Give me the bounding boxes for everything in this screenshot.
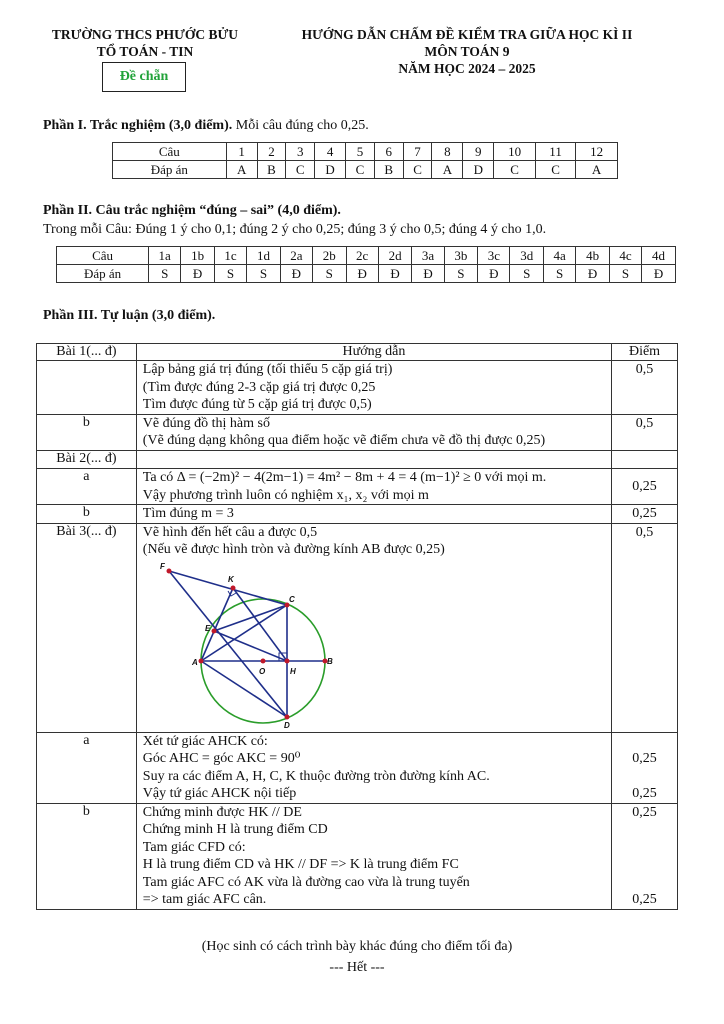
- guide-cell: [136, 803, 611, 909]
- table-row: [37, 732, 678, 803]
- guide-line: Lập bảng giá trị đúng (tối thiểu 5 cặp giá trị): [142, 362, 393, 377]
- part1-answer-table: [112, 142, 618, 179]
- points-value: 0,25: [632, 478, 657, 494]
- question-cell: 7: [403, 143, 432, 161]
- points-value: [612, 768, 677, 786]
- answer-cell: C: [286, 161, 315, 179]
- guide-line: Tam giác CFD có:: [142, 839, 246, 855]
- part2-answer-table: [56, 246, 676, 283]
- question-cell: 4: [315, 143, 346, 161]
- answer-cell: S: [609, 265, 641, 283]
- row-label: a: [37, 469, 137, 505]
- points-cell: [612, 732, 678, 803]
- question-cell: 1d: [247, 247, 281, 265]
- guide-cell: [136, 732, 611, 803]
- question-cell: 8: [432, 143, 463, 161]
- answer-cell: C: [535, 161, 575, 179]
- points-cell: [612, 361, 678, 415]
- part1-note: Mỗi câu đúng cho 0,25.: [232, 118, 369, 133]
- answer-cell: Đ: [412, 265, 444, 283]
- points-value: 0,25: [632, 892, 657, 907]
- table-row: [37, 523, 678, 732]
- figure-label: K: [227, 574, 234, 584]
- guide-line: Suy ra các điểm A, H, C, K thuộc đường tròn đường kính AC.: [142, 768, 490, 784]
- header-cell: Bài 1(... đ): [37, 344, 137, 361]
- guide-cell: [136, 523, 611, 732]
- school-name: TRƯỜNG THCS PHƯỚC BỬU: [51, 27, 239, 42]
- part1-question-row: [113, 143, 618, 161]
- guide-line: => tam giác AFC cân.: [142, 892, 267, 907]
- question-cell: 11: [535, 143, 575, 161]
- question-cell: 3c: [478, 247, 510, 265]
- guide-cell: [136, 469, 611, 505]
- question-cell: 4b: [576, 247, 610, 265]
- answer-cell: S: [312, 265, 346, 283]
- question-cell: 1: [226, 143, 257, 161]
- answer-cell: B: [257, 161, 286, 179]
- question-cell: 3a: [412, 247, 444, 265]
- figure-label: O: [258, 666, 266, 676]
- question-cell: 10: [494, 143, 536, 161]
- question-cell: 6: [374, 143, 403, 161]
- question-cell: 3b: [444, 247, 478, 265]
- figure-label: C: [288, 594, 295, 604]
- guide-line: Chứng minh được HK // DE: [142, 804, 302, 820]
- question-cell: 9: [463, 143, 494, 161]
- answer-cell: A: [226, 161, 257, 179]
- header-cell: Hướng dẫn: [136, 344, 611, 361]
- guide-line: Tam giác AFC có AK vừa là đường cao vừa là trung tuyến: [142, 874, 470, 890]
- part1-heading: [43, 118, 369, 134]
- part2-note: Trong mỗi Câu: Đúng 1 ý cho 0,1; đúng 2 ý cho 0,25; đúng 3 ý cho 0,5; đúng 4 ý cho 1,0.: [43, 222, 547, 237]
- points-value: 0,25: [632, 786, 657, 801]
- guide-line: Vậy phương trình luôn có nghiệm x₁, x₂ với mọi m: [142, 487, 429, 503]
- question-cell: 2a: [280, 247, 312, 265]
- guide-cell: [136, 450, 611, 469]
- answer-cell: S: [544, 265, 576, 283]
- part2-question-row: [57, 247, 676, 265]
- guide-cell: [136, 505, 611, 524]
- answer-cell: Đ: [576, 265, 610, 283]
- table-row: [37, 450, 678, 469]
- question-cell: 12: [576, 143, 618, 161]
- answer-cell: S: [510, 265, 544, 283]
- part3-grading-table: [36, 343, 678, 910]
- question-cell: 4d: [642, 247, 676, 265]
- question-cell: 5: [346, 143, 375, 161]
- figure-lines: [169, 571, 325, 717]
- guide-cell: [136, 361, 611, 415]
- points-value: [612, 874, 677, 892]
- answer-cell: B: [374, 161, 403, 179]
- row-label: b: [37, 803, 137, 909]
- question-cell: 2: [257, 143, 286, 161]
- question-cell: 2d: [378, 247, 412, 265]
- row-label: Bài 2(... đ): [37, 450, 137, 469]
- row-label: Bài 3(... đ): [37, 523, 137, 732]
- points-value: [612, 856, 677, 874]
- question-cell: 1a: [149, 247, 181, 265]
- guide-line: Tìm được đúng từ 5 cặp giá trị được 0,5): [142, 397, 372, 412]
- answer-cell: Đ: [280, 265, 312, 283]
- guide-line: (Tìm được đúng 2-3 cặp giá trị được 0,25: [142, 379, 376, 395]
- points-value: 0,25: [632, 804, 657, 820]
- question-cell: 2c: [346, 247, 378, 265]
- points-cell: [612, 414, 678, 450]
- points-value: 0,5: [635, 415, 654, 431]
- row-head: Câu: [57, 247, 149, 265]
- answer-cell: Đ: [378, 265, 412, 283]
- guide-line: (Nếu vẽ được hình tròn và đường kính AB được 0,25): [142, 542, 445, 557]
- table-row: [37, 414, 678, 450]
- answer-cell: Đ: [642, 265, 676, 283]
- guide-line: Góc AHC = góc AKC = 90⁰: [142, 751, 301, 766]
- part2-answer-row: [57, 265, 676, 283]
- answer-cell: A: [432, 161, 463, 179]
- points-value: [612, 821, 677, 839]
- question-cell: 3d: [510, 247, 544, 265]
- question-cell: 1c: [215, 247, 247, 265]
- school-year: NĂM HỌC 2024 – 2025: [398, 61, 536, 76]
- footer-end: --- Hết ---: [329, 960, 385, 975]
- question-cell: 4c: [609, 247, 641, 265]
- question-cell: 3: [286, 143, 315, 161]
- table-row: [37, 505, 678, 524]
- guide-cell: [136, 414, 611, 450]
- figure-label: B: [326, 656, 333, 666]
- points-cell: [612, 469, 678, 505]
- question-cell: 1b: [181, 247, 215, 265]
- exam-variant-badge: Đề chẵn: [102, 62, 186, 92]
- points-value: 0,5: [635, 524, 654, 540]
- subject-line: MÔN TOÁN 9: [424, 44, 510, 59]
- part3-header-row: [37, 344, 678, 361]
- figure-label: F: [159, 561, 165, 571]
- answer-cell: C: [403, 161, 432, 179]
- guide-line: Ta có Δ = (−2m)² − 4(2m−1) = 4m² − 8m + 4 = 4 (m−1)² ≥ 0 với mọi m.: [142, 470, 547, 485]
- document-title: HƯỚNG DẪN CHẤM ĐỀ KIỂM TRA GIỮA HỌC KÌ II: [301, 27, 633, 42]
- answer-cell: C: [346, 161, 375, 179]
- table-row: [37, 803, 678, 909]
- guide-line: Vẽ đúng đồ thị hàm số: [142, 415, 270, 431]
- guide-line: Vậy tứ giác AHCK nội tiếp: [142, 786, 297, 801]
- guide-line: Chứng minh H là trung điểm CD: [142, 822, 328, 837]
- guide-line: Tìm đúng m = 3: [142, 506, 234, 521]
- answer-cell: Đ: [181, 265, 215, 283]
- answer-cell: Đ: [478, 265, 510, 283]
- answer-cell: Đ: [346, 265, 378, 283]
- points-value: [612, 733, 677, 751]
- table-row: [37, 361, 678, 415]
- points-cell: [612, 523, 678, 732]
- part1-answer-row: [113, 161, 618, 179]
- question-cell: 4a: [544, 247, 576, 265]
- guide-line: (Vẽ đúng dạng không qua điểm hoặc vẽ điểm chưa vẽ đồ thị được 0,25): [142, 433, 546, 448]
- row-label: a: [37, 732, 137, 803]
- answer-cell: S: [247, 265, 281, 283]
- guide-line: Xét tứ giác AHCK có:: [142, 733, 268, 749]
- guide-line: H là trung điểm CD và HK // DF => K là trung điểm FC: [142, 857, 459, 872]
- figure-label: D: [283, 720, 290, 730]
- row-label: [37, 361, 137, 415]
- answer-cell: S: [149, 265, 181, 283]
- header-cell: Điểm: [612, 344, 678, 361]
- department-name: TỔ TOÁN - TIN: [96, 44, 194, 59]
- answer-cell: D: [315, 161, 346, 179]
- figure-label: A: [191, 657, 198, 667]
- table-row: [37, 469, 678, 505]
- points-value: 0,25: [632, 751, 657, 766]
- answer-cell: A: [576, 161, 618, 179]
- part2-title: Phần II. Câu trắc nghiệm “đúng – sai” (4,0 điểm).: [43, 203, 341, 218]
- answer-cell: S: [444, 265, 478, 283]
- answer-cell: S: [215, 265, 247, 283]
- row-head: Đáp án: [57, 265, 149, 283]
- points-value: 0,5: [635, 362, 654, 377]
- figure-label: E: [204, 623, 211, 633]
- points-value: 0,25: [632, 506, 657, 521]
- row-label: b: [37, 505, 137, 524]
- points-cell: [612, 505, 678, 524]
- row-head: Câu: [113, 143, 227, 161]
- footer-note: (Học sinh có cách trình bày khác đúng cho điểm tối đa): [201, 939, 513, 954]
- answer-cell: D: [463, 161, 494, 179]
- guide-line: Vẽ hình đến hết câu a được 0,5: [142, 524, 318, 540]
- part1-title: Phần I. Trắc nghiệm (3,0 điểm).: [43, 118, 233, 133]
- row-head: Đáp án: [113, 161, 227, 179]
- part3-title: Phần III. Tự luận (3,0 điểm).: [43, 308, 216, 323]
- points-cell: [612, 803, 678, 909]
- question-cell: 2b: [312, 247, 346, 265]
- row-label: b: [37, 414, 137, 450]
- points-cell: [612, 450, 678, 469]
- points-value: [612, 839, 677, 857]
- figure-label: H: [289, 666, 296, 676]
- answer-cell: C: [494, 161, 536, 179]
- geometry-figure: [143, 561, 333, 730]
